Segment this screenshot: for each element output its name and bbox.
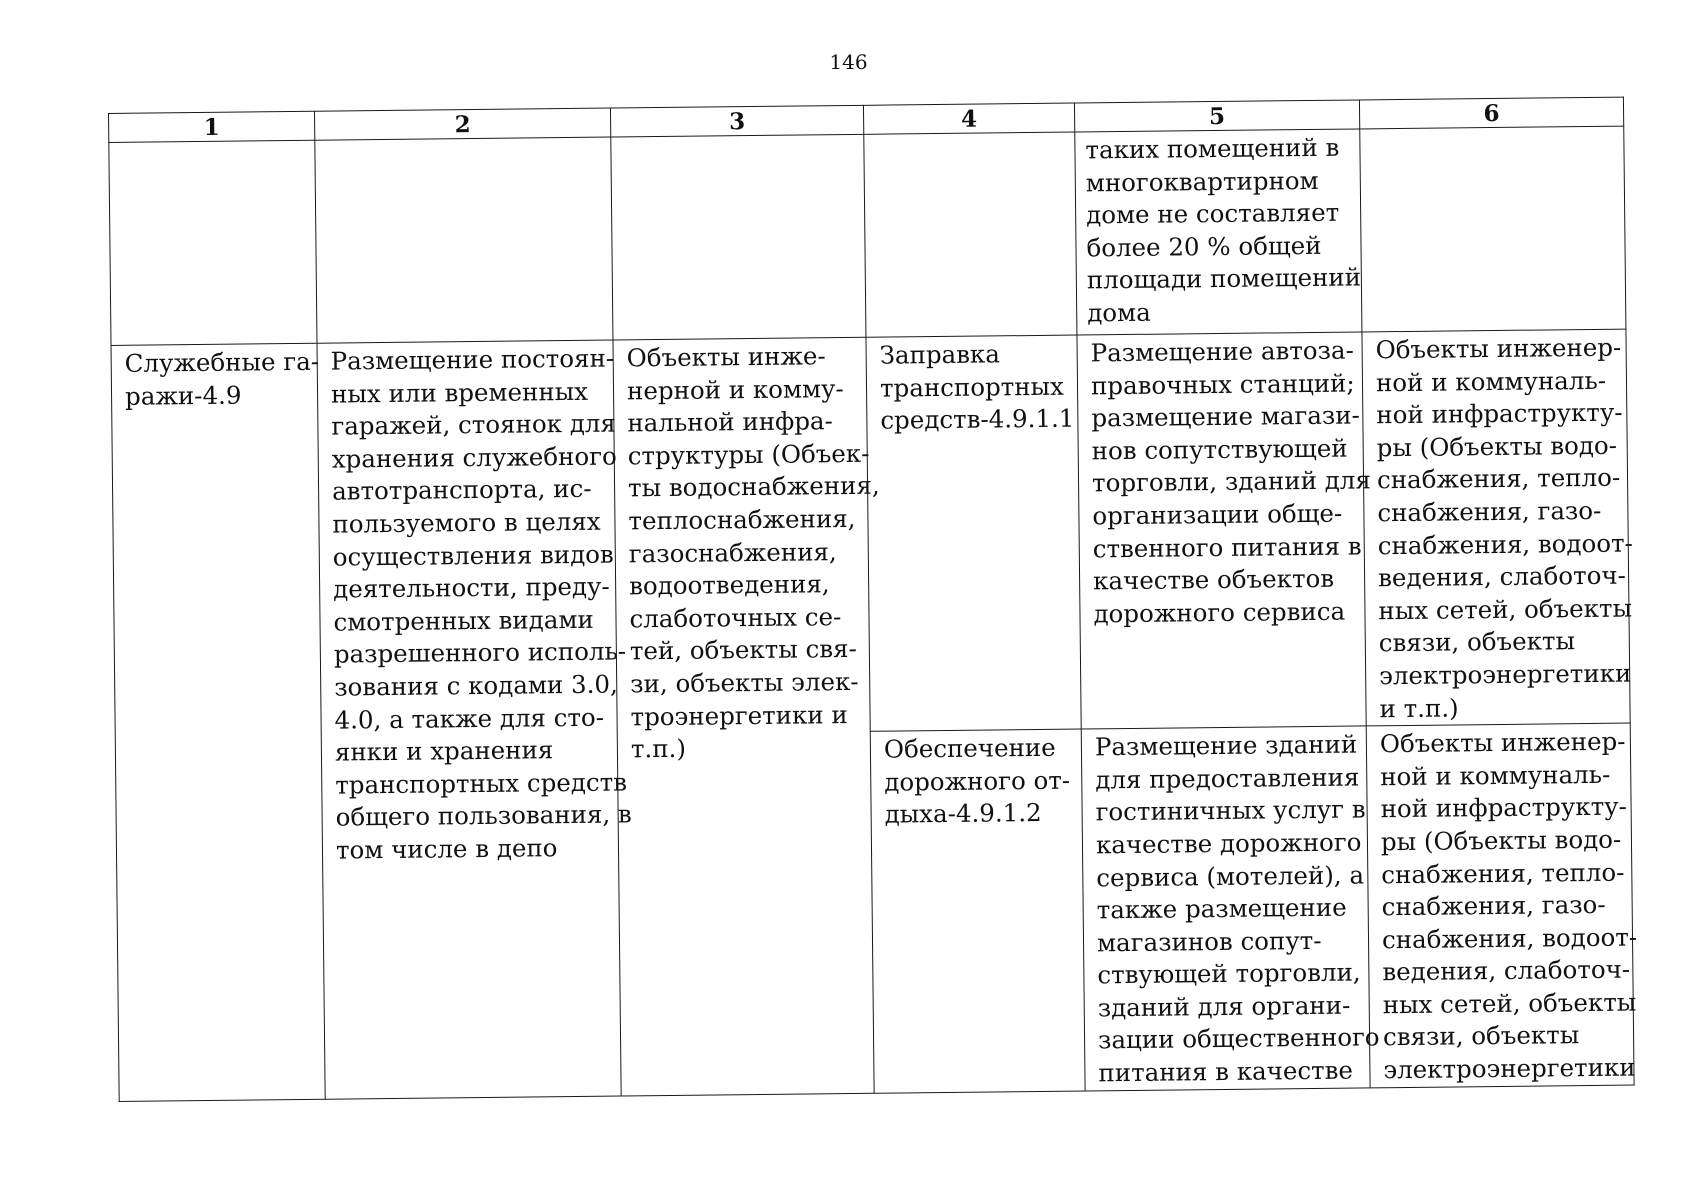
cont-cell-2 [315, 137, 613, 343]
cell-aux-infrastructure-2 [1366, 723, 1638, 1087]
cell-aux-description-2 [1081, 726, 1380, 1091]
infrastructure-text: Объекты инже- нерной и комму- нальной инфра- структуры (Объек- ты водоснабжения, теплоснабжения, газоснабжения, водоотведения, слаботочных се- тей, объекты свя- зи, объекты элек- троэнергетики и т.п.) [626, 341, 880, 764]
use-type-text: Служебные га- ражи-4.9 [124, 346, 320, 411]
land-use-table-wrapper [108, 97, 1638, 1090]
cont-text-5: таких помещений в многоквартирном доме не составляет более 20 % общей площади помещений дома [1085, 132, 1362, 328]
header-col-5: 5 [1074, 100, 1359, 132]
cell-use-description [317, 340, 632, 1099]
header-col-6: 6 [1359, 97, 1623, 129]
aux-infrastructure-2-text: Объекты инженер- ной и коммуналь- ной инфраструкту- ры (Объекты водо- снабжения, тепло- снабжения, газо- снабжения, водоот- ведения, слаботоч- ных сетей, объекты связи, объекты электроэнергетики [1379, 726, 1638, 1085]
aux-description-2-text: Размещение зданий для предоставления гостиничных услуг в качестве дорожного сервиса (мотелей), а также размещение магазинов сопут- ствующей торговли, зданий для органи- зации общественного питания в качестве [1094, 729, 1380, 1088]
header-col-4: 4 [863, 103, 1074, 134]
cell-aux-use-1 [866, 335, 1081, 731]
header-col-2: 2 [314, 108, 610, 140]
cont-cell-1 [109, 140, 317, 345]
use-description-text: Размещение постоян- ных или временных гаражей, стоянок для хранения служебного автотранспорта, ис- пользуемого в целях осуществления видов деятельности, преду- смотренных видами разрешенного исполь- зования с кодами 3.0, 4.0, а также для сто- янки и хранения транспортных средств общего пользования, в том числе в депо [330, 343, 632, 865]
cont-cell-3 [611, 134, 866, 340]
cell-infrastructure [613, 337, 880, 1095]
page-number: 146 [829, 50, 868, 74]
cont-cell-5 [1075, 129, 1362, 335]
aux-description-1-text: Размещение автоза- правочных станций; размещение магази- нов сопутствующей торговли, зданий для организации обще- ственного питания в качестве объектов дорожного сервиса [1090, 335, 1371, 629]
header-col-1: 1 [109, 111, 315, 142]
aux-use-2-text: Обеспечение дорожного от- дыха-4.9.1.2 [883, 732, 1071, 829]
land-use-table [108, 97, 1638, 1102]
cont-cell-4 [864, 132, 1077, 337]
cont-cell-6 [1360, 126, 1626, 332]
cell-use-type [111, 343, 325, 1101]
aux-use-1-text: Заправка транспортных средств-4.9.1.1 [879, 339, 1075, 435]
table-row [111, 329, 1630, 739]
cell-aux-description-1 [1077, 332, 1371, 729]
cell-aux-infrastructure-1 [1362, 329, 1634, 726]
cell-aux-use-2 [870, 729, 1085, 1093]
header-col-3: 3 [610, 105, 863, 137]
aux-infrastructure-1-text: Объекты инженер- ной и коммуналь- ной инфраструкту- ры (Объекты водо- снабжения, тепло- снабжения, газо- снабжения, водоот- ведения, слаботоч- ных сетей, объекты связи, объекты электроэнергетики и т.п.) [1375, 332, 1634, 723]
continuation-row [109, 126, 1626, 345]
